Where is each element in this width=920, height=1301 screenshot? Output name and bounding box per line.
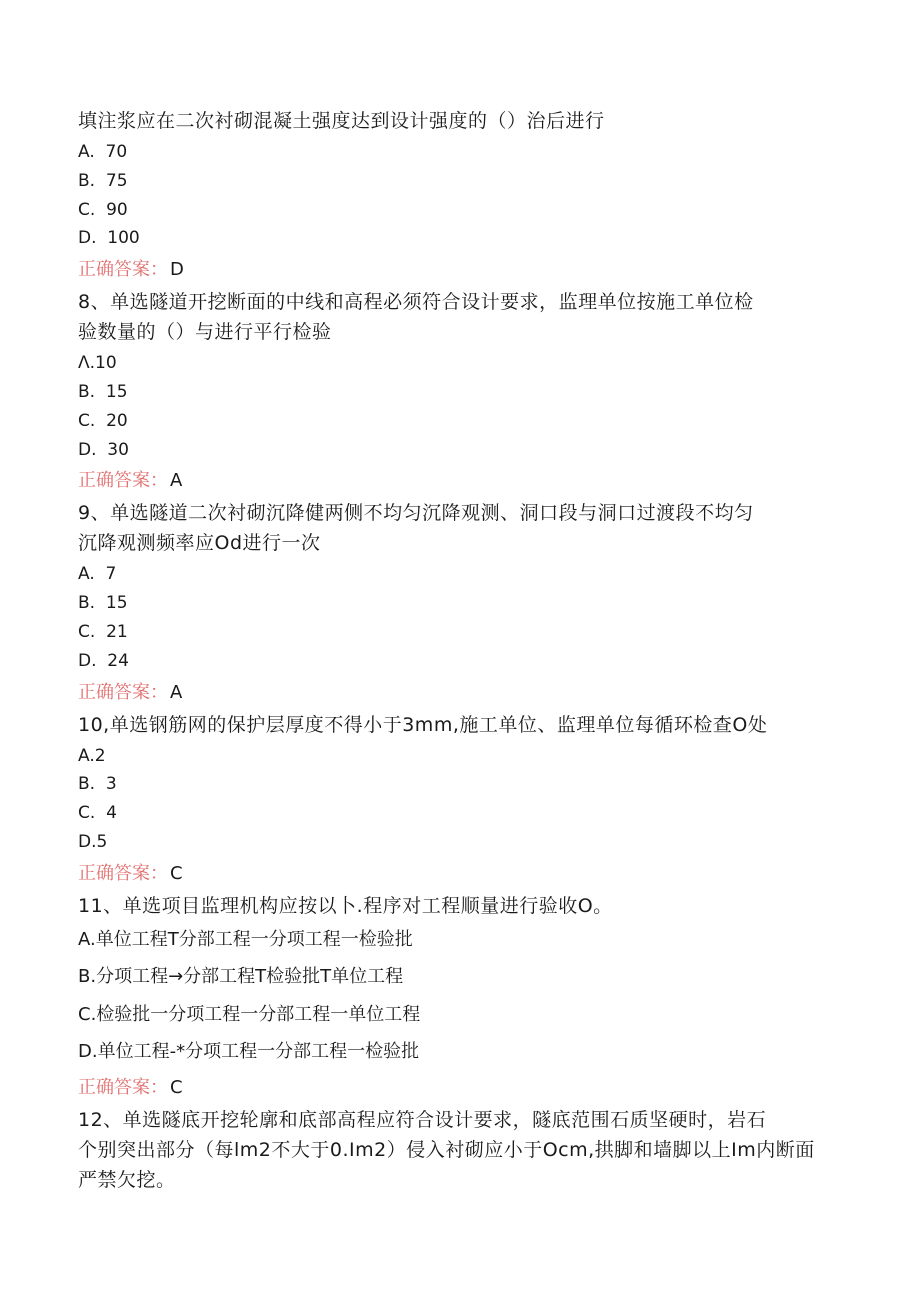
q7-option-b: B. 75 [78, 170, 128, 191]
q9-option-b: B. 15 [78, 593, 128, 614]
q11-option-b: B.分项工程→分部工程T检验批T单位工程 [78, 966, 404, 988]
q10-option-c: C. 4 [78, 803, 117, 824]
q8-answer [78, 464, 838, 498]
q9-text-line2: 沉降观测频率应Od进行一次 [78, 532, 321, 555]
q8-answer-value: A [170, 470, 183, 492]
q10-text: 10,单选钢筋网的保护层厚度不得小于3mm,施工单位、监理单位每循环检查O处 [78, 713, 768, 736]
q7-option-a: A. 70 [78, 142, 128, 162]
q9-text-line1: 9、单选隧道二次衬砌沉降健两侧不均匀沉降观测、洞口段与洞口过渡段不均匀 [78, 502, 754, 525]
q12-text-line2: 个别突出部分（每lm2不大于0.Im2）侵入衬砌应小于Ocm,拱脚和墙脚以上Im内断面 [78, 1138, 815, 1161]
q7-text: 填注浆应在二次衬砌混凝土强度达到设计强度的（）治后进行 [78, 110, 605, 132]
q9-option-c: C. 21 [78, 621, 128, 642]
q11-answer [78, 1071, 838, 1105]
q8-option-d: D. 30 [78, 439, 129, 460]
q7-option-c: C. 90 [78, 199, 128, 220]
q10-answer [78, 857, 838, 891]
document-page [78, 106, 838, 1195]
q7-option-d: D. 100 [78, 228, 140, 249]
answer-label: 正确答案： [78, 681, 168, 703]
q8-option-b: B. 15 [78, 381, 128, 402]
q10-option-d: D.5 [78, 831, 108, 852]
q8-option-a: Λ.10 [78, 353, 117, 374]
q9-answer-value: A [170, 681, 183, 703]
q12-text-line1: 12、单选隧底开挖轮廓和底部高程应符合设计要求，隧底范围石质坚硬时，岩石 [78, 1108, 767, 1131]
q9-option-d: D. 24 [78, 650, 129, 671]
q10-option-b: B. 3 [78, 774, 117, 795]
q9-option-a: A. 7 [78, 564, 117, 585]
q11-option-c: C.检验批一分项工程一分部工程一单位工程 [78, 1003, 421, 1025]
q8-option-c: C. 20 [78, 410, 128, 431]
q11-option-a: A.单位工程T分部工程一分项工程一检验批 [78, 928, 413, 950]
answer-label: 正确答案： [78, 259, 168, 281]
q7-answer [78, 253, 838, 287]
q8-text-line1: 8、单选隧道开挖断面的中线和高程必须符合设计要求，监理单位按施工单位检 [78, 291, 754, 314]
q12-text-line3: 严禁欠挖。 [78, 1168, 176, 1191]
q7-answer-value: D [170, 259, 184, 281]
q11-answer-value: C [170, 1076, 183, 1098]
answer-label: 正确答案： [78, 1076, 168, 1098]
q9-answer [78, 676, 838, 710]
q11-text: 11、单选项目监理机构应按以卜.程序对工程顺量进行验收O。 [78, 894, 613, 917]
answer-label: 正确答案： [78, 862, 168, 884]
q11-option-d: D.单位工程-*分项工程一分部工程一检验批 [78, 1041, 420, 1063]
q8-text-line2: 验数量的（）与进行平行检验 [78, 321, 332, 344]
q10-option-a: A.2 [78, 745, 106, 766]
q10-answer-value: C [170, 862, 183, 884]
answer-label: 正确答案： [78, 470, 168, 492]
